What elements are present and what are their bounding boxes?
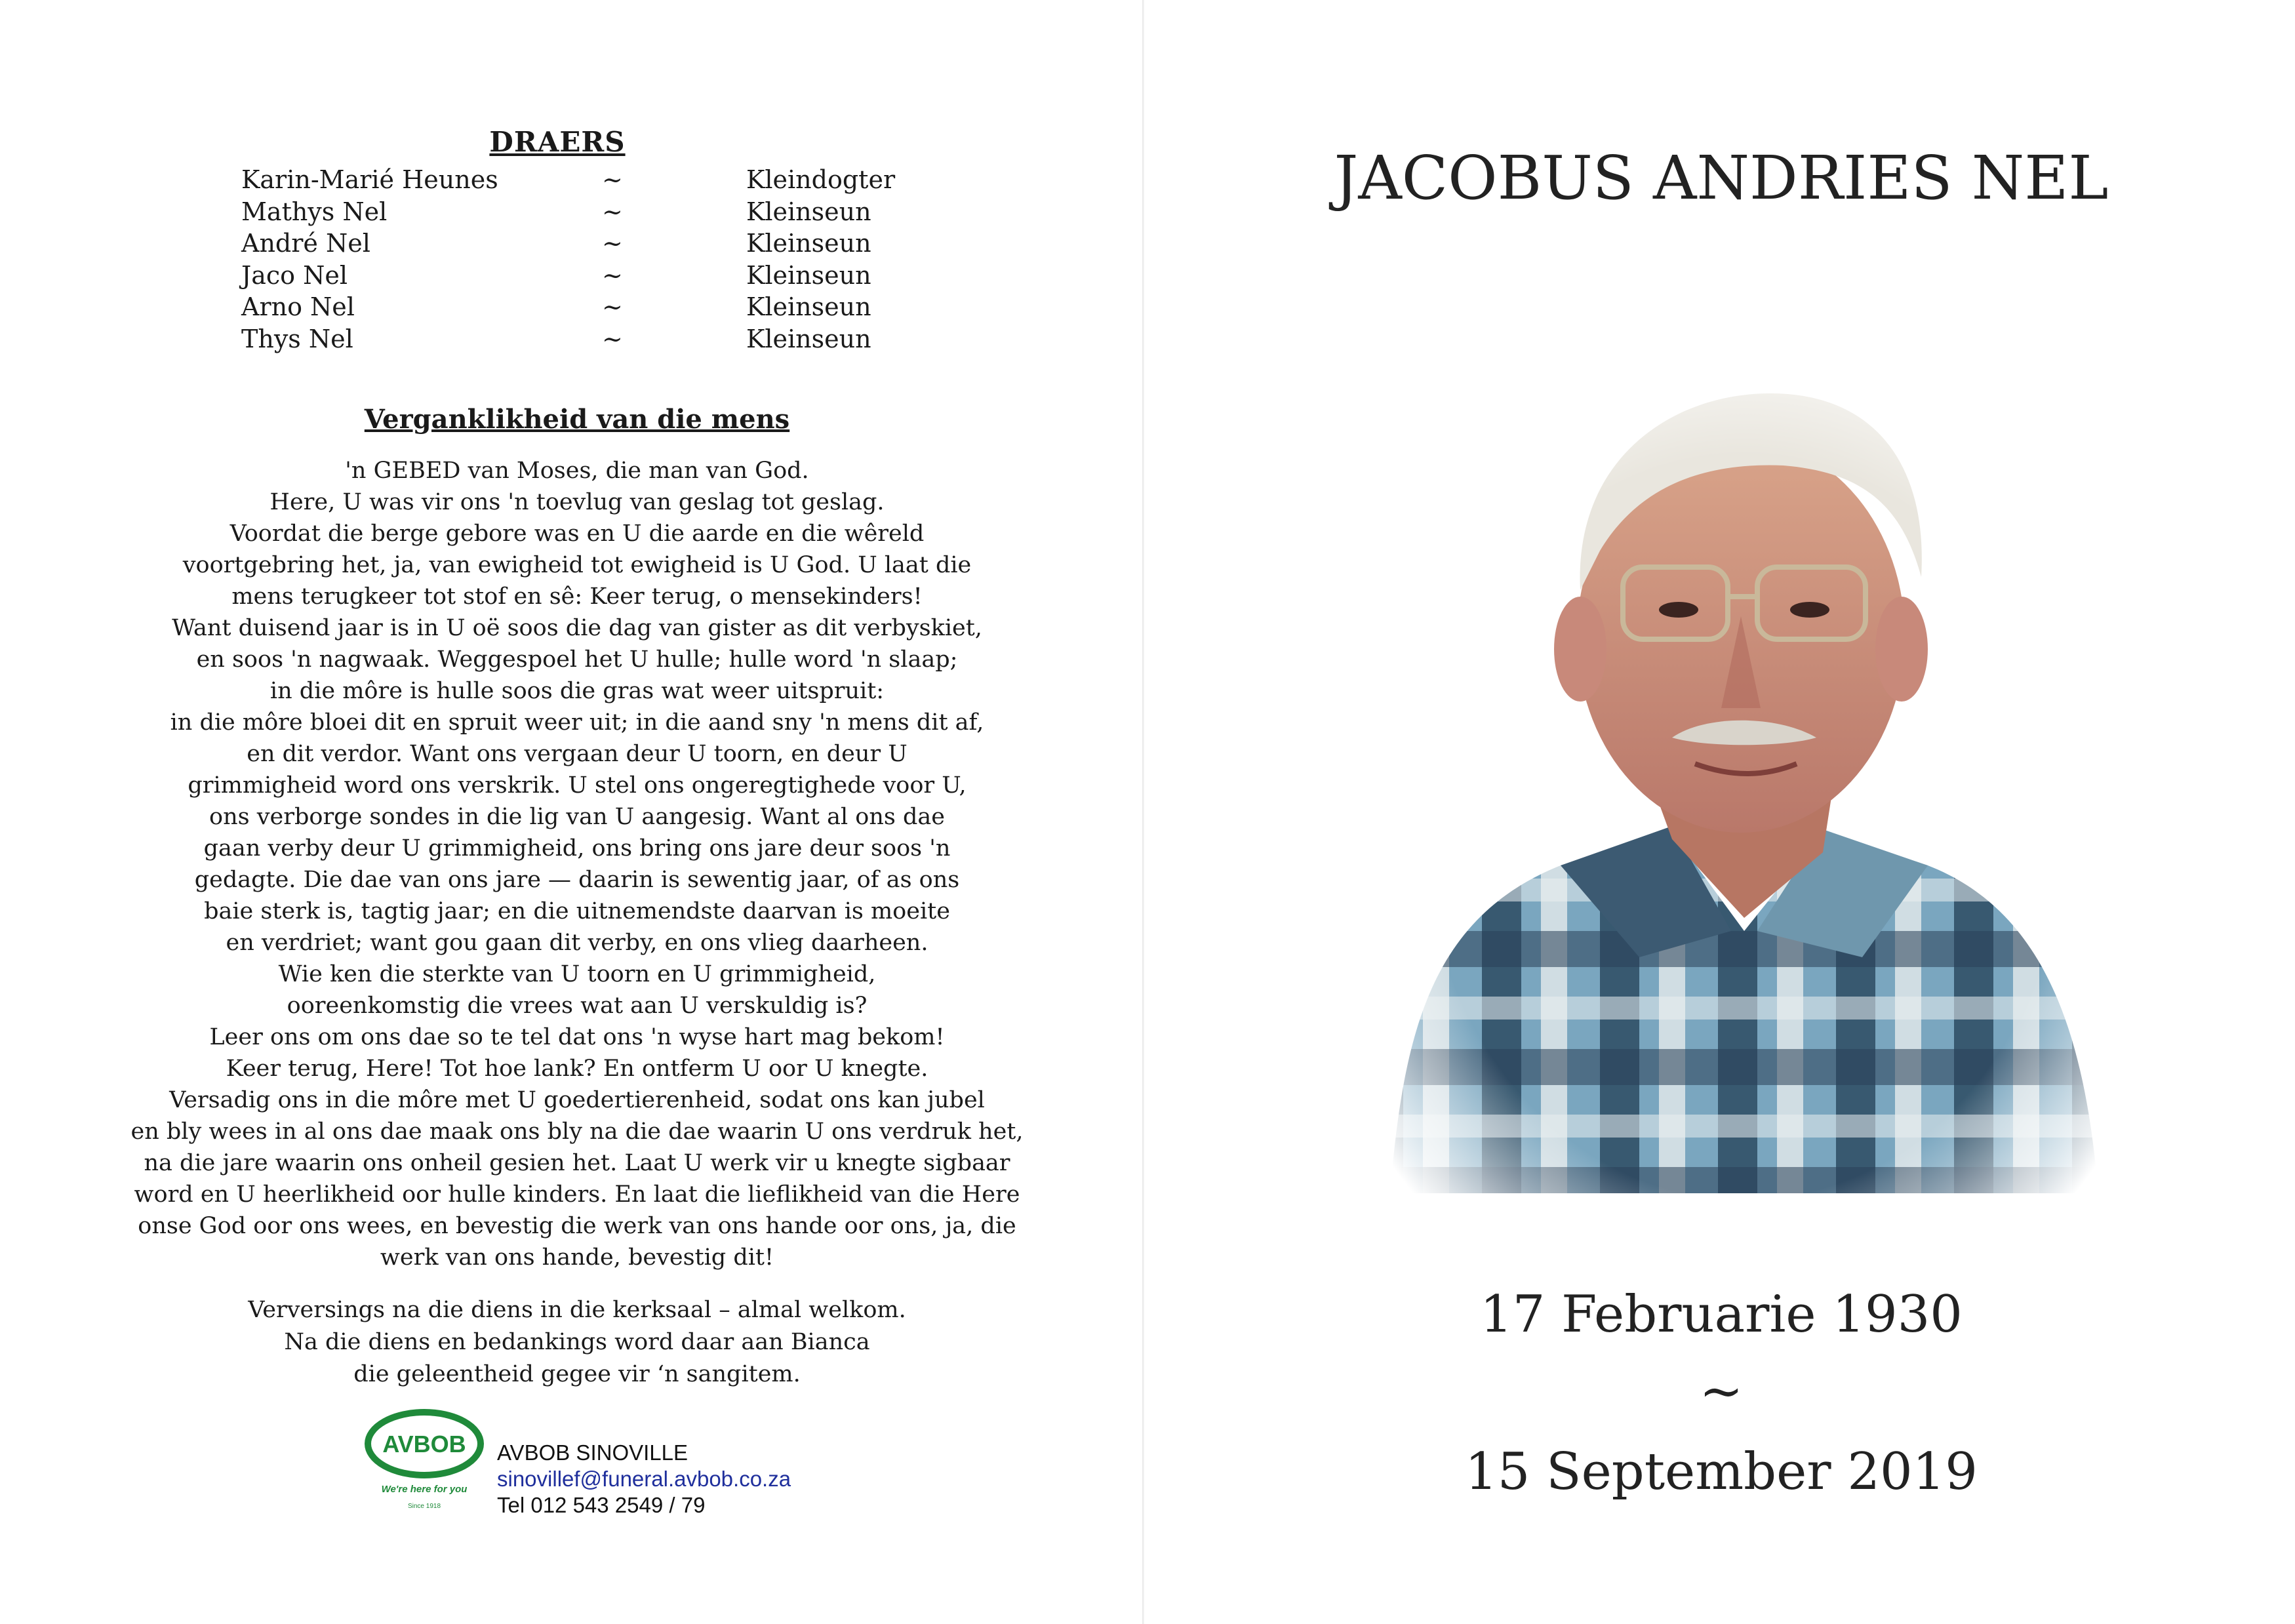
draers-name: Arno Nel [241, 292, 355, 321]
poem-line: grimmigheid word ons verskrik. U stel ons ongeregtighede voor U, [188, 772, 967, 799]
deceased-name: JACOBUS ANDRIES NEL [1334, 143, 2109, 213]
poem-line: en verdriet; want gou gaan dit verby, en ons vlieg daarheen. [226, 930, 928, 956]
poem-line: gedagte. Die dae van ons jare — daarin is sewentig jaar, of as ons [194, 867, 960, 893]
poem-line: word en U heerlikheid oor hulle kinders. En laat die lieflikheid van die Here [134, 1181, 1020, 1208]
draers-name: Thys Nel [241, 324, 353, 353]
draers-row [241, 196, 956, 228]
avbob-logo-tagline: We're here for you [381, 1484, 468, 1495]
note-line: die geleentheid gegee vir ‘n sangitem. [353, 1361, 801, 1387]
draers-row [241, 228, 956, 260]
poem-text [98, 455, 1056, 1273]
poem-line: en dit verdor. Want ons vergaan deur U toorn, en deur U [247, 741, 908, 767]
draers-row [241, 164, 956, 196]
poem-title: Verganklikheid van die mens [364, 404, 790, 435]
portrait-photo [1364, 341, 2125, 1226]
funeral-home-contact [497, 1440, 791, 1518]
poem-line: na die jare waarin ons onheil gesien het. Laat U werk vir u knegte sigbaar [144, 1150, 1010, 1176]
left-page [0, 0, 1144, 1624]
draers-relation: Kleinseun [746, 229, 871, 258]
draers-relation: Kleinseun [746, 324, 871, 353]
draers-title: DRAERS [489, 126, 626, 158]
service-notes [98, 1294, 1056, 1391]
draers-relation: Kleinseun [746, 197, 871, 226]
draers-name: Jaco Nel [241, 260, 348, 290]
avbob-logo-since: Since 1918 [407, 1503, 441, 1510]
draers-name: André Nel [241, 229, 370, 258]
note-line: Na die diens en bedankings word daar aan Bianca [284, 1329, 870, 1355]
poem-line: Want duisend jaar is in U oë soos die dag van gister as dit verbyskiet, [172, 615, 982, 641]
poem-line: mens terugkeer tot stof en sê: Keer terug, o mensekinders! [231, 584, 923, 610]
draers-separator: ~ [602, 229, 623, 258]
poem-line: Leer ons om ons dae so te tel dat ons 'n wyse hart mag bekom! [209, 1024, 945, 1050]
poem-line: werk van ons hande, bevestig dit! [380, 1244, 774, 1271]
draers-row [241, 323, 956, 355]
draers-separator: ~ [602, 260, 623, 290]
poem-line: voortgebring het, ja, van ewigheid tot ewigheid is U God. U laat die [182, 552, 972, 578]
birth-date: 17 Februarie 1930 [1480, 1285, 1963, 1344]
draers-separator: ~ [602, 197, 623, 226]
poem-line: ooreenkomstig die vrees wat aan U verskuldig is? [287, 993, 868, 1019]
poem-line: in die môre bloei dit en spruit weer uit; in die aand sny 'n mens dit af, [170, 709, 984, 736]
poem-line: Wie ken die sterkte van U toorn en U grimmigheid, [278, 961, 876, 987]
poem-line: baie sterk is, tagtig jaar; en die uitnemendste daarvan is moeite [204, 898, 950, 924]
poem-line: Keer terug, Here! Tot hoe lank? En ontferm U oor U knegte. [226, 1056, 928, 1082]
poem-line: Versadig ons in die môre met U goedertierenheid, sodat ons kan jubel [169, 1087, 985, 1113]
date-separator: ~ [1699, 1360, 1744, 1421]
funeral-home-name: AVBOB SINOVILLE [497, 1440, 688, 1465]
poem-line: 'n GEBED van Moses, die man van God. [345, 458, 809, 484]
poem-line: en soos 'n nagwaak. Weggespoel het U hulle; hulle word 'n slaap; [196, 646, 958, 673]
poem-line: onse God oor ons wees, en bevestig die werk van ons hande oor ons, ja, die [138, 1213, 1016, 1239]
draers-relation: Kleinseun [746, 260, 871, 290]
poem-line: ons verborge sondes in die lig van U aangesig. Want al ons dae [209, 804, 945, 830]
poem-line: gaan verby deur U grimmigheid, ons bring ons jare deur soos 'n [203, 835, 951, 862]
note-line: Verversings na die diens in die kerksaal – almal welkom. [248, 1297, 906, 1323]
draers-relation: Kleinseun [746, 292, 871, 321]
avbob-logo [362, 1403, 487, 1521]
draers-row [241, 260, 956, 292]
poem-line: Here, U was vir ons 'n toevlug van geslag tot geslag. [269, 489, 885, 515]
draers-name: Karin-Marié Heunes [241, 165, 498, 194]
death-date: 15 September 2019 [1465, 1442, 1978, 1501]
avbob-logo-text: AVBOB [382, 1431, 466, 1457]
poem-line: Voordat die berge gebore was en U die aarde en die wêreld [230, 521, 925, 547]
funeral-home-email[interactable]: sinovillef@funeral.avbob.co.za [497, 1467, 791, 1491]
draers-relation: Kleindogter [746, 165, 896, 194]
draers-row [241, 291, 956, 323]
poem-line: in die môre is hulle soos die gras wat weer uitspruit: [269, 678, 885, 704]
funeral-home-phone: Tel 012 543 2549 / 79 [497, 1493, 706, 1517]
draers-separator: ~ [602, 324, 623, 353]
draers-name: Mathys Nel [241, 197, 388, 226]
poem-line: en bly wees in al ons dae maak ons bly na die dae waarin U ons verdruk het, [130, 1119, 1024, 1145]
draers-table [241, 164, 956, 355]
draers-separator: ~ [602, 165, 623, 194]
draers-separator: ~ [602, 292, 623, 321]
